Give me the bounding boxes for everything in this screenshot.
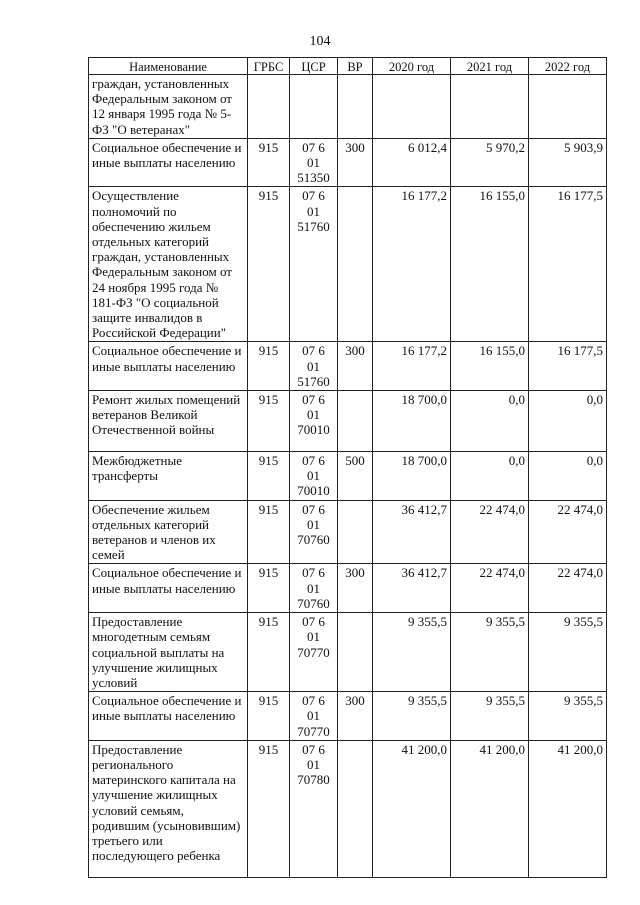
cell-grbs: 915 [248, 500, 290, 564]
table-row [89, 613, 607, 692]
cell-name: Ремонт жилых помещений ветеранов Великой Отечественной войны [89, 391, 248, 452]
cell-vr [338, 75, 373, 139]
table-row [89, 564, 607, 613]
cell-grbs: 915 [248, 740, 290, 877]
cell-name: Обеспечение жильем отдельных категорий ветеранов и членов их семей [89, 500, 248, 564]
cell-grbs: 915 [248, 187, 290, 342]
table-row [89, 138, 607, 187]
cell-2022: 0,0 [529, 391, 607, 452]
cell-2021: 5 970,2 [451, 138, 529, 187]
table-row [89, 391, 607, 452]
cell-2020: 36 412,7 [373, 564, 451, 613]
cell-2022: 22 474,0 [529, 500, 607, 564]
cell-grbs: 915 [248, 391, 290, 452]
cell-2021 [451, 75, 529, 139]
cell-vr [338, 187, 373, 342]
cell-2020: 36 412,7 [373, 500, 451, 564]
cell-grbs: 915 [248, 138, 290, 187]
cell-vr [338, 613, 373, 692]
table-row [89, 452, 607, 501]
table-row [89, 500, 607, 564]
cell-2022: 41 200,0 [529, 740, 607, 877]
cell-csr: 07 6 01 51350 [290, 138, 338, 187]
cell-grbs: 915 [248, 692, 290, 741]
cell-csr [290, 75, 338, 139]
cell-grbs [248, 75, 290, 139]
cell-2020 [373, 75, 451, 139]
cell-name: Социальное обеспечение и иные выплаты населению [89, 692, 248, 741]
header-grbs: ГРБС [248, 58, 290, 75]
cell-csr: 07 6 01 51760 [290, 342, 338, 391]
cell-2020: 6 012,4 [373, 138, 451, 187]
cell-vr: 300 [338, 564, 373, 613]
cell-name: Осуществление полномочий по обеспечению жильем отдельных категорий граждан, установленных Федеральным законом от 24 ноября 1995 года № 181-ФЗ "О социальной защите инвалидов в Российской Федерации" [89, 187, 248, 342]
cell-2022: 16 177,5 [529, 342, 607, 391]
header-vr: ВР [338, 58, 373, 75]
cell-csr: 07 6 01 70010 [290, 452, 338, 501]
cell-2020: 18 700,0 [373, 391, 451, 452]
cell-csr: 07 6 01 70770 [290, 613, 338, 692]
cell-vr: 500 [338, 452, 373, 501]
cell-vr [338, 500, 373, 564]
cell-vr: 300 [338, 692, 373, 741]
table-row [89, 75, 607, 139]
cell-grbs: 915 [248, 342, 290, 391]
cell-2022: 5 903,9 [529, 138, 607, 187]
cell-2021: 22 474,0 [451, 564, 529, 613]
cell-2021: 9 355,5 [451, 613, 529, 692]
cell-2022: 0,0 [529, 452, 607, 501]
header-2022: 2022 год [529, 58, 607, 75]
cell-2021: 9 355,5 [451, 692, 529, 741]
cell-csr: 07 6 01 70770 [290, 692, 338, 741]
cell-name: Социальное обеспечение и иные выплаты населению [89, 138, 248, 187]
cell-2020: 16 177,2 [373, 342, 451, 391]
header-2021: 2021 год [451, 58, 529, 75]
cell-vr [338, 391, 373, 452]
header-csr: ЦСР [290, 58, 338, 75]
table-row [89, 342, 607, 391]
cell-name: Социальное обеспечение и иные выплаты населению [89, 342, 248, 391]
cell-grbs: 915 [248, 613, 290, 692]
cell-2021: 0,0 [451, 391, 529, 452]
cell-name: Социальное обеспечение и иные выплаты населению [89, 564, 248, 613]
cell-name: Межбюджетные трансферты [89, 452, 248, 501]
cell-vr [338, 740, 373, 877]
cell-grbs: 915 [248, 452, 290, 501]
cell-csr: 07 6 01 70780 [290, 740, 338, 877]
cell-name: Предоставление многодетным семьям социальной выплаты на улучшение жилищных условий [89, 613, 248, 692]
cell-2020: 41 200,0 [373, 740, 451, 877]
cell-2022: 9 355,5 [529, 613, 607, 692]
header-2020: 2020 год [373, 58, 451, 75]
page-number: 104 [309, 34, 331, 49]
cell-2022: 16 177,5 [529, 187, 607, 342]
cell-csr: 07 6 01 51760 [290, 187, 338, 342]
header-name: Наименование [89, 58, 248, 75]
cell-2022: 9 355,5 [529, 692, 607, 741]
cell-csr: 07 6 01 70760 [290, 564, 338, 613]
cell-2020: 16 177,2 [373, 187, 451, 342]
table-header-row [89, 58, 607, 75]
cell-csr: 07 6 01 70760 [290, 500, 338, 564]
cell-csr: 07 6 01 70010 [290, 391, 338, 452]
cell-vr: 300 [338, 138, 373, 187]
cell-2021: 0,0 [451, 452, 529, 501]
cell-2020: 9 355,5 [373, 613, 451, 692]
table-row [89, 187, 607, 342]
cell-2021: 16 155,0 [451, 342, 529, 391]
table-row [89, 740, 607, 877]
cell-2020: 18 700,0 [373, 452, 451, 501]
table-row [89, 692, 607, 741]
budget-table [88, 57, 607, 878]
cell-2022 [529, 75, 607, 139]
cell-grbs: 915 [248, 564, 290, 613]
cell-2022: 22 474,0 [529, 564, 607, 613]
cell-name: Предоставление регионального материнского капитала на улучшение жилищных условий семьям, родившим (усыновившим) третьего или последующего ребенка [89, 740, 248, 877]
cell-2020: 9 355,5 [373, 692, 451, 741]
cell-2021: 22 474,0 [451, 500, 529, 564]
cell-2021: 16 155,0 [451, 187, 529, 342]
cell-name: граждан, установленных Федеральным законом от 12 января 1995 года № 5-ФЗ "О ветеранах" [89, 75, 248, 139]
cell-vr: 300 [338, 342, 373, 391]
cell-2021: 41 200,0 [451, 740, 529, 877]
